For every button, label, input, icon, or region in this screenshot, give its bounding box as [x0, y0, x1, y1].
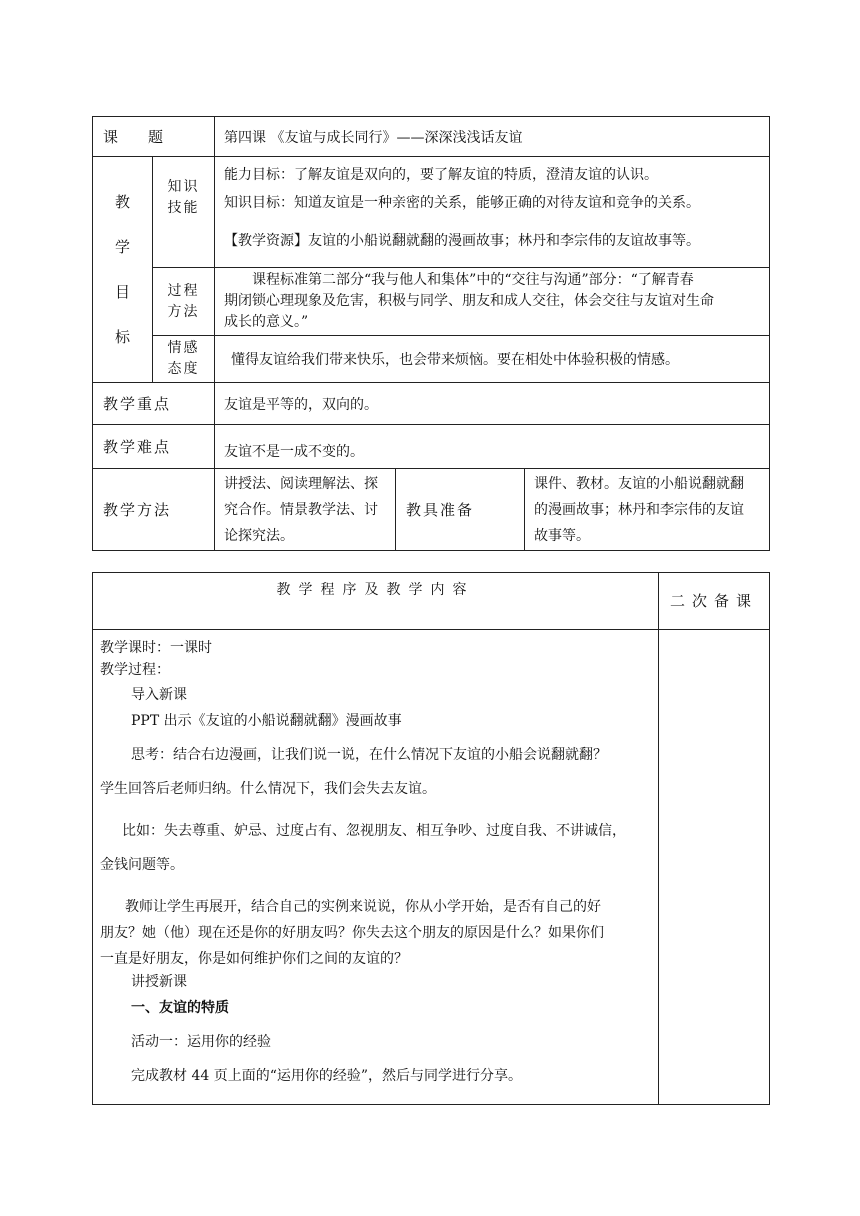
key-point-value: 友谊是平等的，双向的。 [215, 383, 770, 425]
tools-label: 教具准备 [396, 469, 525, 551]
procedure-content [93, 630, 659, 1105]
content-line-13: 一、友谊的特质 [131, 1000, 229, 1016]
emotion-label-1: 情感 [167, 340, 200, 356]
difficulty-value: 友谊不是一成不变的。 [215, 425, 770, 469]
process-line-1: 课程标准第二部分“我与他人和集体”中的“交往与沟通”部分：“了解青春 [252, 272, 694, 288]
emotion-label [153, 336, 215, 383]
knowledge-label [153, 157, 215, 268]
second-prep-header: 二次备课 [659, 573, 770, 630]
knowledge-line-1: 能力目标：了解友谊是双向的，要了解友谊的特质，澄清友谊的认识。 [224, 167, 659, 183]
content-line-2: 教学过程： [100, 662, 170, 678]
method-label: 教学方法 [93, 469, 215, 551]
process-label-2: 方法 [167, 303, 200, 320]
topic-label: 课 题 [93, 117, 215, 157]
method-value [215, 469, 396, 551]
knowledge-line-2: 知识目标：知道友谊是一种亲密的关系，能够正确的对待友谊和竞争的关系。 [224, 195, 701, 211]
content-line-3: 导入新课 [131, 687, 187, 703]
objectives-label [93, 157, 153, 383]
content-line-15: 完成教材 44 页上面的“运用你的经验”，然后与同学进行分享。 [131, 1068, 523, 1084]
knowledge-label-1: 知识 [167, 179, 200, 195]
process-label-1: 过程 [167, 282, 200, 299]
process-line-2: 期闭锁心理现象及危害，积极与同学、朋友和成人交往，体会交往与友谊对生命 [224, 293, 715, 309]
key-point-label: 教学重点 [93, 383, 215, 425]
knowledge-label-2: 技能 [167, 200, 200, 216]
tools-value [525, 469, 770, 551]
tools-line-3: 故事等。 [534, 527, 591, 544]
content-line-4: PPT 出示《友谊的小船说翻就翻》漫画故事 [131, 713, 402, 729]
method-line-1: 讲授法、阅读理解法、探 [224, 475, 379, 492]
emotion-content [215, 336, 770, 383]
objectives-char-3: 目 [114, 282, 130, 301]
emotion-line-1: 懂得友谊给我们带来快乐，也会带来烦恼。要在相处中体验积极的情感。 [231, 352, 680, 368]
objectives-char-1: 教 [114, 192, 130, 211]
content-line-9: 教师让学生再展开，结合自己的实例来说说，你从小学开始，是否有自己的好 [125, 899, 601, 915]
process-content [215, 268, 770, 336]
objectives-char-4: 标 [114, 327, 130, 346]
second-prep-column [659, 630, 770, 1105]
tools-line-2: 的漫画故事；林丹和李宗伟的友谊 [534, 501, 745, 518]
emotion-label-2: 态度 [167, 361, 200, 377]
teaching-procedure-table [92, 572, 770, 1105]
content-line-7: 比如：失去尊重、妒忌、过度占有、忽视朋友、相互争吵、过度自我、不讲诚信， [122, 823, 626, 839]
content-line-8: 金钱问题等。 [100, 857, 184, 873]
objectives-char-2: 学 [114, 237, 130, 256]
knowledge-line-3: 【教学资源】友谊的小船说翻就翻的漫画故事；林丹和李宗伟的友谊故事等。 [224, 233, 701, 249]
content-line-12: 讲授新课 [131, 974, 187, 990]
content-line-14: 活动一：运用你的经验 [131, 1034, 271, 1050]
procedure-header: 教学程序及教学内容 [93, 573, 659, 630]
content-line-11: 一直是好朋友，你是如何维护你们之间的友谊的？ [100, 951, 408, 967]
method-line-3: 论探究法。 [224, 527, 295, 544]
topic-value: 第四课 《友谊与成长同行》——深深浅浅话友谊 [215, 117, 770, 157]
content-line-5: 思考：结合右边漫画，让我们说一说，在什么情况下友谊的小船会说翻就翻？ [131, 747, 607, 763]
content-line-1: 教学课时：一课时 [100, 640, 212, 656]
process-label [153, 268, 215, 336]
method-line-2: 究合作。情景教学法、讨 [224, 501, 379, 518]
knowledge-content [215, 157, 770, 268]
lesson-info-table [92, 116, 770, 551]
process-line-3: 成长的意义。” [224, 314, 309, 330]
tools-line-1: 课件、教材。友谊的小船说翻就翻 [534, 475, 745, 492]
content-line-10: 朋友？她（他）现在还是你的好朋友吗？你失去这个朋友的原因是什么？如果你们 [100, 925, 604, 941]
content-line-6: 学生回答后老师归纳。什么情况下，我们会失去友谊。 [100, 781, 436, 797]
difficulty-label: 教学难点 [93, 425, 215, 469]
